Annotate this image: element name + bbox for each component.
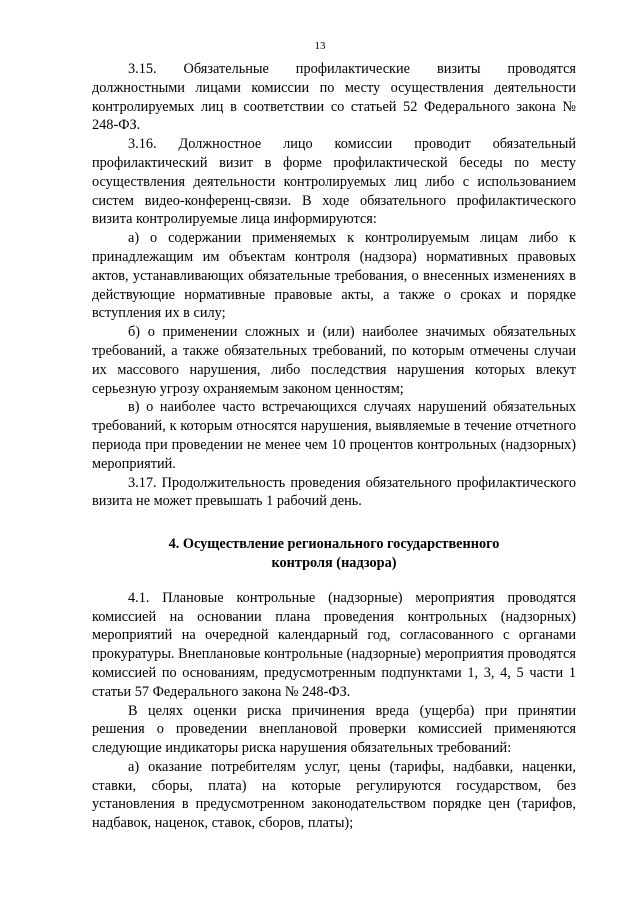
- section-4-heading-line-2: контроля (надзора): [271, 554, 397, 571]
- document-body: [92, 60, 576, 833]
- page-number: 13: [314, 40, 326, 52]
- section-4-heading-line-1: 4. Осуществление регионального государственного: [168, 536, 500, 553]
- risk-indicator-a: а) оказание потребителям услуг, цены (тарифы, надбавки, наценки, ставки, сборы, плата) на которые регулируются государством, без установления в предусмотренном законодательством порядке цен (тарифов, надбавок, наценок, ставок, сборов, платы);: [92, 758, 576, 832]
- paragraph-4-1: 4.1. Плановые контрольные (надзорные) мероприятия проводятся комиссией на основании плана проведения контрольных (надзорных) мероприятий на очередной календарный год, согласованного с органами прокуратуры. Внеплановые контрольные (надзорные) мероприятия проводятся комиссией по основаниям, предусмотренным подпунктами 1, 3, 4, 5 части 1 статьи 57 Федерального закона № 248-ФЗ.: [92, 589, 576, 700]
- paragraph-3-16: 3.16. Должностное лицо комиссии проводит обязательный профилактический визит в форме профилактической беседы по месту осуществления деятельности контролируемых лиц либо с использованием систем видео-конференц-связи. В ходе обязательного профилактического визита контролируемые лица информируются:: [92, 136, 576, 228]
- paragraph-risk-indicators: В целях оценки риска причинения вреда (ущерба) при принятии решения о проведении внеплановой проверки комиссией применяются следующие индикаторы риска нарушения обязательных требований:: [92, 702, 576, 757]
- list-item-a: а) о содержании применяемых к контролируемым лицам либо к принадлежащим им объектам контроля (надзора) нормативных правовых актов, устанавливающих обязательные требования, о внесенных изменениях в действующие нормативные правовые акты, а также о сроках и порядке вступления их в силу;: [92, 230, 576, 322]
- list-item-b: б) о применении сложных и (или) наиболее значимых обязательных требований, а также обязательных требований, по которым отмечены случаи их массового нарушения, либо последствия нарушения которых влекут серьезную угрозу охраняемым законом ценностям;: [92, 324, 576, 397]
- paragraph-3-17: 3.17. Продолжительность проведения обязательного профилактического визита не может превышать 1 рабочий день.: [92, 474, 576, 510]
- section-4-heading: [92, 535, 576, 573]
- list-item-v: в) о наиболее часто встречающихся случаях нарушений обязательных требований, к которым относятся нарушения, выявляемые в течение отчетного периода при проведении не менее чем 10 процентов контрольных (надзорных) мероприятий.: [92, 399, 576, 472]
- paragraph-3-15: 3.15. Обязательные профилактические визиты проводятся должностными лицами комиссии по месту осуществления деятельности контролируемых лиц в соответствии со статьей 52 Федерального закона № 248-ФЗ.: [92, 61, 576, 134]
